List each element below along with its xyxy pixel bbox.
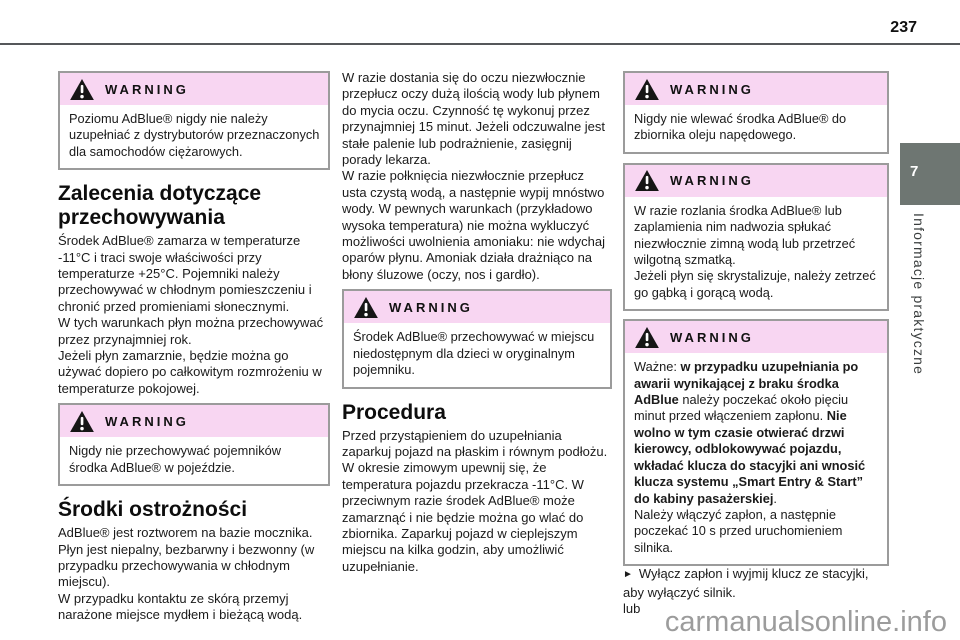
warning-header [344, 291, 610, 323]
paragraph: Przed przystąpieniem do uzupełniania zaparkuj pojazd na płaskim i równym podłożu. [342, 427, 608, 459]
paragraph: W okresie zimowym upewnij się, że temperatura pojazdu przekracza -11°C. W przeciwnym razie środek AdBlue® może zamarznąć i nie będzie można go wlać do zbiornika. Zaparkuj pojazd w cieplejszym miejscu na kilka godzin, aby umożliwić uzupełnianie. [342, 460, 584, 574]
warning-title: WARNING [670, 173, 754, 189]
warning-title: WARNING [105, 413, 189, 429]
warning-text-segment-bold: Nie wolno w tym czasie otwierać drzwi kierowcy, odblokowywać pojazdu, wkładać klucza do stacyjki ani wnosić klucza systemu „Smart Entry & Start” do kabiny pasażerskiej [634, 408, 866, 506]
paragraph: Środek AdBlue® zamarza w temperaturze -11°C i traci swoje właściwości przy temperaturze +25°C. Pojemniki należy przechowywać w chłodnym pomieszczeniu i chronić przed promieniami słonecznymi. [58, 233, 312, 314]
chapter-vertical-label: Informacje praktyczne [911, 213, 927, 376]
paragraph-or: lub [623, 600, 641, 616]
warning-triangle-icon [635, 79, 659, 100]
warning-header [625, 73, 887, 105]
header-rule [0, 43, 960, 45]
section-heading-storage: Zalecenia dotyczące przechowywania [58, 182, 262, 230]
warning-body [625, 197, 887, 309]
warning-triangle-icon [354, 297, 378, 318]
warning-text-segment: należy poczekać około pięciu minut przed włączeniem zapłonu. [634, 392, 849, 424]
paragraph: W razie dostania się do oczu niezwłocznie przepłucz oczy dużą ilością wody lub płynem do mycia oczu. Czynność tę wykonuj przez przynajmniej 15 minut. Jeżeli odczuwalne jest stałe palenie lub podrażnienie, zasięgnij porady lekarza. [342, 70, 606, 168]
warning-title: WARNING [105, 81, 189, 97]
warning-body [625, 105, 887, 152]
chapter-number: 7 [910, 163, 919, 180]
paragraph: AdBlue® jest roztworem na bazie mocznika. Płyn jest niepalny, bezbarwny i bezwonny (w przypadku przechowywania w chłodnym miejscu). [58, 525, 315, 590]
watermark: carmanualsonline.info [664, 606, 947, 638]
page-number: 237 [890, 19, 917, 36]
warning-title: WARNING [670, 81, 754, 97]
warning-box-refill-after-breakdown [623, 319, 889, 566]
warning-text: Jeżeli płyn się skrystalizuje, należy zetrzeć go gąbką i gorącą wodą. [634, 268, 876, 300]
warning-body [625, 353, 887, 564]
paragraph: W razie połknięcia niezwłocznie przepłucz usta czystą wodą, a następnie wypij mnóstwo wody. W pewnych warunkach (przykładowo wysoka temperatura) nie można wykluczyć możliwości uwolnienia amoniaku: nie wdychaj oparów płynu. Amoniak działa drażniąco na błony śluzowe (oczy, nos i gardło). [342, 168, 606, 282]
warning-body [60, 105, 328, 168]
paragraph: W przypadku kontaktu ze skórą przemyj narażone miejsce mydłem i bieżącą wodą. [58, 590, 303, 623]
instruction-step-text: Wyłącz zapłon i wyjmij klucz ze stacyjki, aby wyłączyć silnik. [623, 566, 869, 600]
warning-text-segment: . [773, 490, 777, 506]
warning-triangle-icon [70, 411, 94, 432]
warning-header [60, 73, 328, 105]
warning-text-segment: Ważne: [634, 359, 681, 375]
warning-body [344, 323, 610, 386]
warning-box-keep-from-children [342, 289, 612, 388]
warning-text: Należy włączyć zapłon, a następnie poczekać 10 s przed uruchomieniem silnika. [634, 506, 843, 555]
warning-box-containers-in-vehicle [58, 403, 330, 486]
warning-title: WARNING [389, 299, 473, 315]
section-heading-procedure: Procedura [342, 400, 446, 424]
warning-triangle-icon [635, 170, 659, 191]
warning-triangle-icon [70, 79, 94, 100]
warning-header [625, 321, 887, 353]
warning-title: WARNING [670, 329, 754, 345]
arrow-bullet-icon: ► [623, 569, 633, 581]
warning-text: W razie rozlania środka AdBlue® lub zaplamienia nim nadwozia spłukać niezwłocznie zimną wodą lub przetrzeć wilgotną szmatką. [634, 202, 856, 268]
column-middle [342, 70, 612, 575]
warning-text: Nigdy nie wlewać środka AdBlue® do zbiornika oleju napędowego. [634, 111, 847, 143]
warning-text-segment-bold: w przypadku uzupełniania po awarii wynikającej z braku środka AdBlue [634, 359, 859, 408]
warning-box-spillage [623, 163, 889, 311]
instruction-step [623, 566, 889, 601]
warning-box-diesel-tank [623, 71, 889, 154]
chapter-tab [900, 143, 960, 205]
warning-text [634, 359, 879, 507]
warning-body [60, 437, 328, 484]
warning-box-fuel-dispensers [58, 71, 330, 170]
warning-text: Poziomu AdBlue® nigdy nie należy uzupełniać z dystrybutorów przeznaczonych dla samochodów ciężarowych. [69, 111, 320, 159]
warning-text: Środek AdBlue® przechowywać w miejscu niedostępnym dla dzieci w oryginalnym pojemniku. [353, 329, 595, 378]
warning-header [60, 405, 328, 437]
warning-text: Nigdy nie przechowywać pojemników środka AdBlue® w pojeździe. [69, 443, 281, 475]
warning-triangle-icon [635, 327, 659, 348]
paragraph: W tych warunkach płyn można przechowywać przez przynajmniej rok. [58, 315, 324, 347]
warning-header [625, 165, 887, 197]
column-right [623, 71, 889, 617]
paragraph: Jeżeli płyn zamarznie, będzie można go używać dopiero po całkowitym rozmrożeniu w temperaturze pokojowej. [58, 348, 322, 396]
section-heading-precautions: Środki ostrożności [58, 498, 248, 522]
column-left [58, 71, 330, 624]
